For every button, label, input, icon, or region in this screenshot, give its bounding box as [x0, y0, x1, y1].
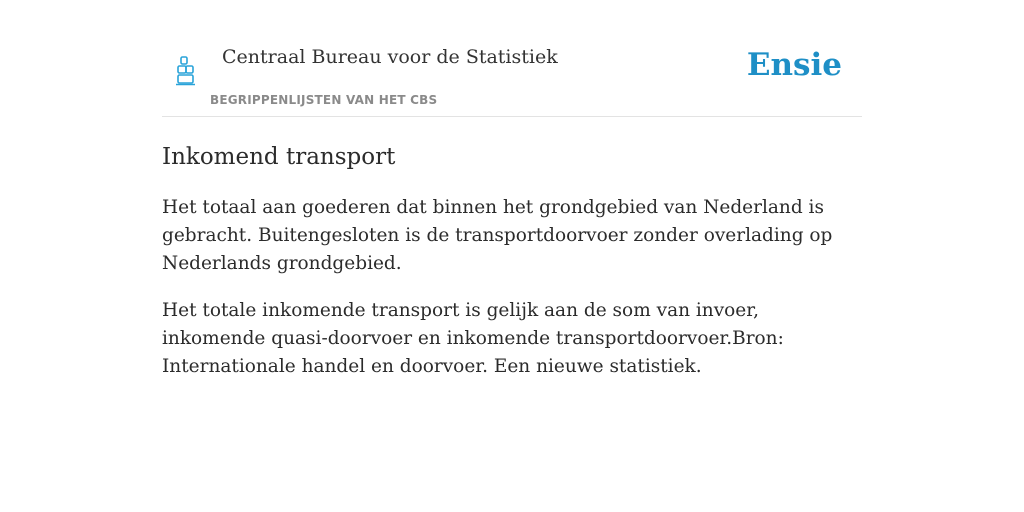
glossary-subtitle: BEGRIPPENLIJSTEN VAN HET CBS	[210, 93, 438, 107]
header	[162, 0, 862, 117]
cbs-logo-icon[interactable]	[174, 56, 198, 86]
organization-name[interactable]: Centraal Bureau voor de Statistiek	[222, 46, 558, 68]
ensie-brand-link[interactable]: Ensie	[746, 47, 842, 83]
article-title: Inkomend transport	[162, 144, 396, 170]
article-paragraph: Het totale inkomende transport is gelijk aan de som van invoer, inkomende quasi-doorvoer en inkomende transportdoorvoer.Bron: Internationale handel en doorvoer. Een nieuwe statistiek.	[162, 300, 784, 377]
page-container	[162, 0, 862, 381]
article-paragraph: Het totaal aan goederen dat binnen het grondgebied van Nederland is gebracht. Buitengesloten is de transportdoorvoer zonder overlading op Nederlands grondgebied.	[162, 197, 833, 274]
